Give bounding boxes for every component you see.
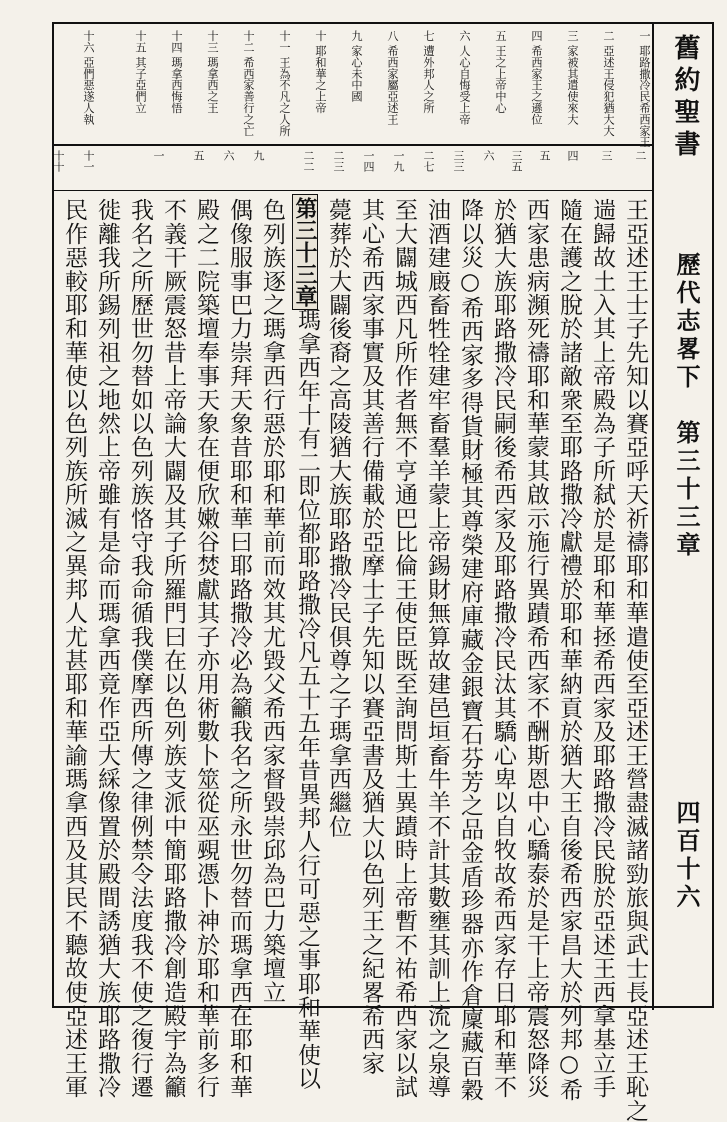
text-column: 我名之所歷世勿替如以色列族恪守我命循我僕摩西所傳之律例禁令法度我不使之復行遷 [127, 198, 153, 1099]
note: 十 耶和華之上帝 [314, 30, 327, 114]
ref-number: 二 [634, 150, 647, 161]
ref-number: 三三 [452, 150, 465, 172]
text-column: 油酒建廄畜牲牷建牢畜羣羊蒙上帝錫財無算故建邑垣畜牛羊不計其數壅其訓上流之泉導 [424, 198, 450, 1099]
text-column: 不義干厥震怒昔上帝論大闢及其子所羅門曰在以色列族支派中簡耶路撒冷創造殿宇為籲 [160, 198, 186, 1099]
main-text [54, 190, 654, 1122]
text-column: 降以災○希西家多得貨財極其尊榮建府庫藏金銀寶石芬芳之品金盾珍器亦作倉廩藏百穀 [457, 198, 483, 1102]
text-column: 西家患病瀕死禱耶和華蒙其啟示施行異蹟希西家不酬斯恩中心驕泰於是干上帝震怒降災 [523, 198, 549, 1099]
ref-number: 五 [538, 150, 551, 161]
note: 十五 其子亞們立 [134, 30, 147, 114]
text-column: 遄歸故土入其上帝殿為子所弑於是耶和華拯希西家及耶路撒冷民脫於亞述王西拿基立手 [589, 198, 615, 1099]
text-column: 偶像服事巴力崇拜天象昔耶和華曰耶路撒冷必為籲我名之所永世勿替而瑪拿西在耶和華 [226, 198, 252, 1099]
chapter-heading: 歷代志畧下 第三十三章 [672, 252, 701, 560]
ref-number: 十一 [82, 150, 95, 172]
reference-numbers [54, 144, 654, 191]
ref-number: 三 [600, 150, 613, 161]
note: 七 遭外邦人之所 [422, 30, 435, 114]
text-column: 瑪拿西年十有二即位都耶路撒冷凡五十五年昔異邦人行可惡之事耶和華使以 [294, 308, 320, 1091]
ref-number: 十十 [52, 150, 65, 172]
note: 十一 王為不凡之人所 [278, 30, 291, 137]
text-column: 薨葬於大闢後裔之高陵猶大族耶路撒冷民俱尊之子瑪拿西繼位 [325, 198, 351, 838]
note: 八 希西家屬亞述王 [386, 30, 399, 125]
note: 十二 希西家善行之亡 [242, 30, 255, 137]
note: 十四 瑪拿西悔悟 [170, 30, 183, 114]
ref-number: 一九 [392, 150, 405, 172]
ref-number: 二二 [302, 150, 315, 172]
ref-number: 六 [222, 150, 235, 161]
ref-number: 六 [482, 150, 495, 161]
text-column: 民作惡較耶和華使以色列族所滅之異邦人尤甚耶和華諭瑪拿西及其民不聽故使亞述王軍 [61, 198, 87, 1099]
note: 六 人心自悔受上帝 [458, 30, 471, 125]
text-column: 王亞述王士子先知以賽亞呼天祈禱耶和華遣使至亞述王營盡滅諸勁旅與武士長亞述王恥之 [622, 198, 648, 1122]
ref-number: 二三 [332, 150, 345, 172]
ref-number: 二七 [422, 150, 435, 172]
note: 九 家心未中國 [350, 30, 363, 103]
page-number: 四百十六 [672, 800, 701, 912]
text-column: 隨在護之脫於諸敵衆至耶路撒冷獻禮於耶和華納貢於猶大王自後希西家昌大於列邦○希 [556, 198, 582, 1102]
ref-number: 一四 [362, 150, 375, 172]
text-column: 於猶大族耶路撒冷民嗣後希西家及耶路撒冷民汰其驕心卑以自牧故希西家存日耶和華不 [490, 198, 516, 1099]
ref-number: 五 [192, 150, 205, 161]
ref-number: 一 [152, 150, 165, 161]
note: 二 亞述王侵犯猶大大 [602, 30, 615, 137]
marginal-notes [54, 24, 654, 146]
text-column: 至大闢城西凡所作者無不亨通巴比倫王使臣既至詢問斯土異蹟時上帝暫不祐希西家以試 [391, 198, 417, 1099]
note: 四 希西家王之遜位 [530, 30, 543, 125]
ref-number: 四 [566, 150, 579, 161]
chapter-label: 第三十三章 [292, 194, 318, 310]
ref-number: 九 [252, 150, 265, 161]
text-column: 徙離我所錫列祖之地然上帝雖有是命而瑪拿西竟作亞大綵像置於殿間誘猶大族耶路撒冷 [94, 198, 120, 1099]
note: 五 王之上帝中心 [494, 30, 507, 114]
text-column: 其心希西家事實及其善行備載於亞摩士子先知以賽亞書及猶大以色列王之紀畧希西家 [358, 198, 384, 1075]
note: 三 家被其遣使來大 [566, 30, 579, 125]
note: 十三 瑪拿西之王 [206, 30, 219, 114]
text-column: 色列族逐之瑪拿西行惡於耶和華前而效其尤毀父希西家督毀崇邱為巴力築壇立 [259, 198, 285, 1004]
book-title: 舊約聖書 [670, 34, 700, 162]
page-frame [52, 22, 714, 1122]
text-column: 殿之二院築壇奉事天象在便欣嫩谷焚獻其子亦用術數卜筮從巫覡憑卜神於耶和華前多行 [193, 198, 219, 1099]
running-header [652, 24, 712, 1010]
note: 十六 亞們惡遂人執 [82, 30, 95, 125]
ref-number: 三五 [510, 150, 523, 172]
note: 一 耶路撒冷民希西家王 [638, 30, 651, 148]
